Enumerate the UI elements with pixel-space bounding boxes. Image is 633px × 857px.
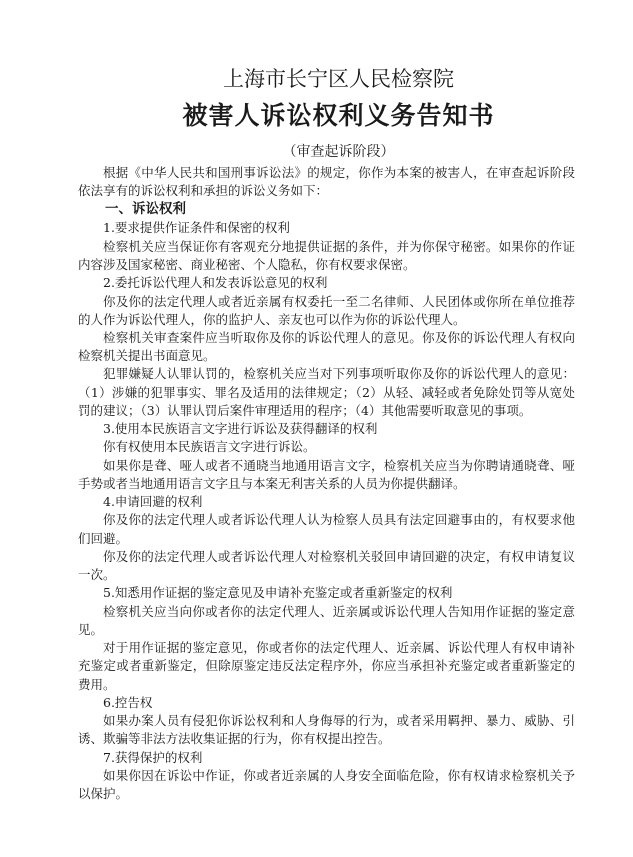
stage-label: （审查起诉阶段） [282,144,395,160]
right-heading: 5.知悉用作证据的鉴定意见及申请补充鉴定或者重新鉴定的权利 [103,585,453,601]
right-paragraph: 如果办案人员有侵犯你诉讼权利和人身侮辱的行为，或者采用羁押、暴力、威胁、引诱、欺骗等非法方法收集证据的行为，你有权提出控告。 [78,713,575,747]
right-item-6 [78,694,575,749]
document-title: 被害人诉讼权利义务告知书 [182,101,495,130]
organization-name: 上海市长宁区人民检察院 [223,67,454,91]
right-paragraph: 如果你因在诉讼中作证，你或者近亲属的人身安全面临危险，你有权请求检察机关予以保护。 [78,767,575,802]
right-item-2 [78,274,575,420]
right-item-4 [78,493,575,584]
right-paragraph: 如果你是聋、哑人或者不通晓当地通用语言文字，检察机关应当为你聘请通晓聋、哑手势或者当地通用语言文字且与本案无利害关系的人员为你提供翻译。 [78,457,575,491]
section-heading-rights: 一、诉讼权利 [105,201,186,218]
right-item-5 [78,584,575,693]
right-heading: 3.使用本民族语言文字进行诉讼及获得翻译的权利 [103,421,378,437]
right-paragraph: 检察机关应当保证你有客观充分地提供证据的条件，并为你保守秘密。如果你的作证内容涉及国家秘密、商业秘密、个人隐私，你有权要求保密。 [78,238,575,273]
right-paragraph: 对于用作证据的鉴定意见，你或者你的法定代理人、近亲属、诉讼代理人有权申请补充鉴定或者重新鉴定，但除原鉴定违反法定程序外，你应当承担补充鉴定或者重新鉴定的费用。 [78,640,575,692]
right-paragraph: 犯罪嫌疑人认罪认罚的，检察机关应当对下列事项听取你及你的诉讼代理人的意见：（1）涉嫌的犯罪事实、罪名及适用的法律规定；（2）从轻、减轻或者免除处罚等从宽处罚的建议；（3）认罪认罚后案件审理适用的程序；（4）其他需要听取意见的事项。 [78,366,575,418]
right-heading: 2.委托诉讼代理人和发表诉讼意见的权利 [103,275,328,291]
right-heading: 6.控告权 [103,694,153,710]
right-item-3 [78,420,575,493]
right-paragraph: 检察机关审查案件应当听取你及你的诉讼代理人的意见。你及你的诉讼代理人有权向检察机关提出书面意见。 [78,330,575,364]
right-paragraph: 检察机关应当向你或者你的法定代理人、近亲属或诉讼代理人告知用作证据的鉴定意见。 [78,603,575,637]
right-paragraph: 你有权使用本民族语言文字进行诉讼。 [103,439,316,455]
right-heading: 7.获得保护的权利 [103,749,203,765]
intro-paragraph: 根据《中华人民共和国刑事诉讼法》的规定，你作为本案的被害人，在审查起诉阶段依法享有的诉讼权利和承担的诉讼义务如下： [78,165,575,199]
right-paragraph: 你及你的法定代理人或者诉讼代理人认为检察人员具有法定回避事由的，有权要求他们回避。 [78,512,575,546]
right-paragraph: 你及你的法定代理人或者近亲属有权委托一至二名律师、人民团体或你所在单位推荐的人作为诉讼代理人，你的监护人、亲友也可以作为你的诉讼代理人。 [78,293,575,327]
right-item-1 [78,219,575,274]
right-item-7 [78,749,575,804]
right-heading: 1.要求提供作证条件和保密的权利 [103,220,290,236]
right-paragraph: 你及你的法定代理人或者诉讼代理人对检察机关驳回申请回避的决定，有权申请复议一次。 [78,548,575,583]
right-heading: 4.申请回避的权利 [103,494,203,510]
